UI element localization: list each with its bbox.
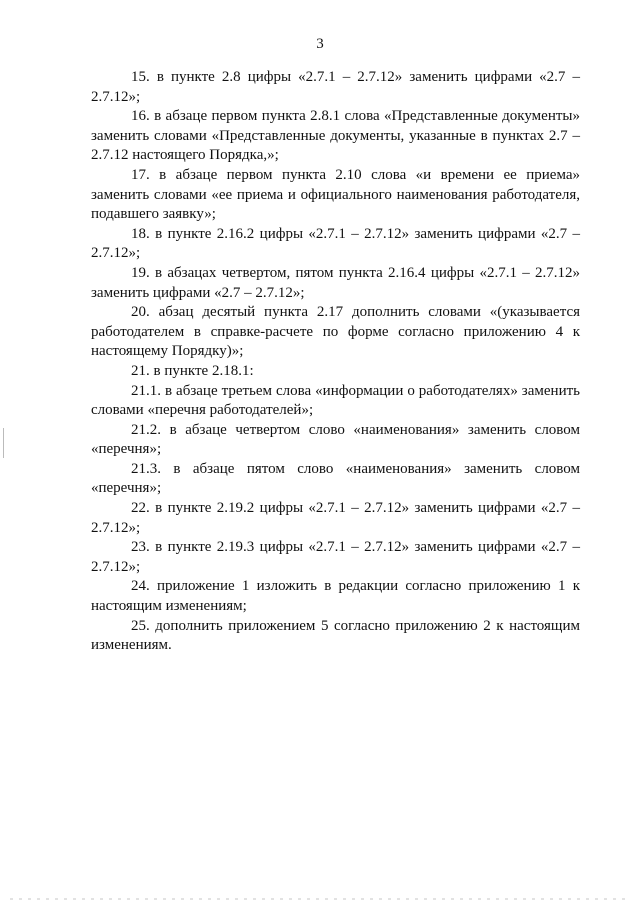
paragraph-21-1: 21.1. в абзаце третьем слова «информации о работодателях» заменить словами «перечня работодателей»; [91,382,580,419]
scan-edge-mark [3,428,4,458]
paragraph-21-3: 21.3. в абзаце пятом слово «наименования» заменить словом «перечня»; [91,460,580,497]
paragraph-19: 19. в абзацах четвертом, пятом пункта 2.16.4 цифры «2.7.1 – 2.7.12» заменить цифрами «2.7 – 2.7.12»; [91,264,580,301]
paragraph-24: 24. приложение 1 изложить в редакции согласно приложению 1 к настоящим изменениям; [91,578,580,615]
paragraph-21-2: 21.2. в абзаце четвертом слово «наименования» заменить словом «перечня»; [91,421,580,458]
paragraph-17: 17. в абзаце первом пункта 2.10 слова «и времени ее приема» заменить словами «ее приема и официального наименования работодателя, подавшего заявку»; [91,166,580,223]
scan-footer-noise [10,898,630,900]
paragraph-25: 25. дополнить приложением 5 согласно приложению 2 к настоящим изменениям. [91,617,580,654]
paragraph-21: 21. в пункте 2.18.1: [131,362,254,379]
paragraph-22: 22. в пункте 2.19.2 цифры «2.7.1 – 2.7.12» заменить цифрами «2.7 – 2.7.12»; [91,500,580,536]
page-number: 3 [316,36,324,52]
paragraph-15: 15. в пункте 2.8 цифры «2.7.1 – 2.7.12» заменить цифрами «2.7 – 2.7.12»; [91,69,580,105]
paragraph-23: 23. в пункте 2.19.3 цифры «2.7.1 – 2.7.12» заменить цифрами «2.7 – 2.7.12»; [91,539,580,575]
paragraph-16: 16. в абзаце первом пункта 2.8.1 слова «Представленные документы» заменить словами «Представленные документы, указанные в пунктах 2.7 – 2.7.12 настоящего Порядка,»; [91,108,580,164]
paragraph-20: 20. абзац десятый пункта 2.17 дополнить словами «(указывается работодателем в справке-расчете по форме согласно приложению 4 к настоящему Порядку)»; [91,304,580,360]
document-body [91,68,580,656]
paragraph-18: 18. в пункте 2.16.2 цифры «2.7.1 – 2.7.12» заменить цифрами «2.7 – 2.7.12»; [91,225,580,262]
